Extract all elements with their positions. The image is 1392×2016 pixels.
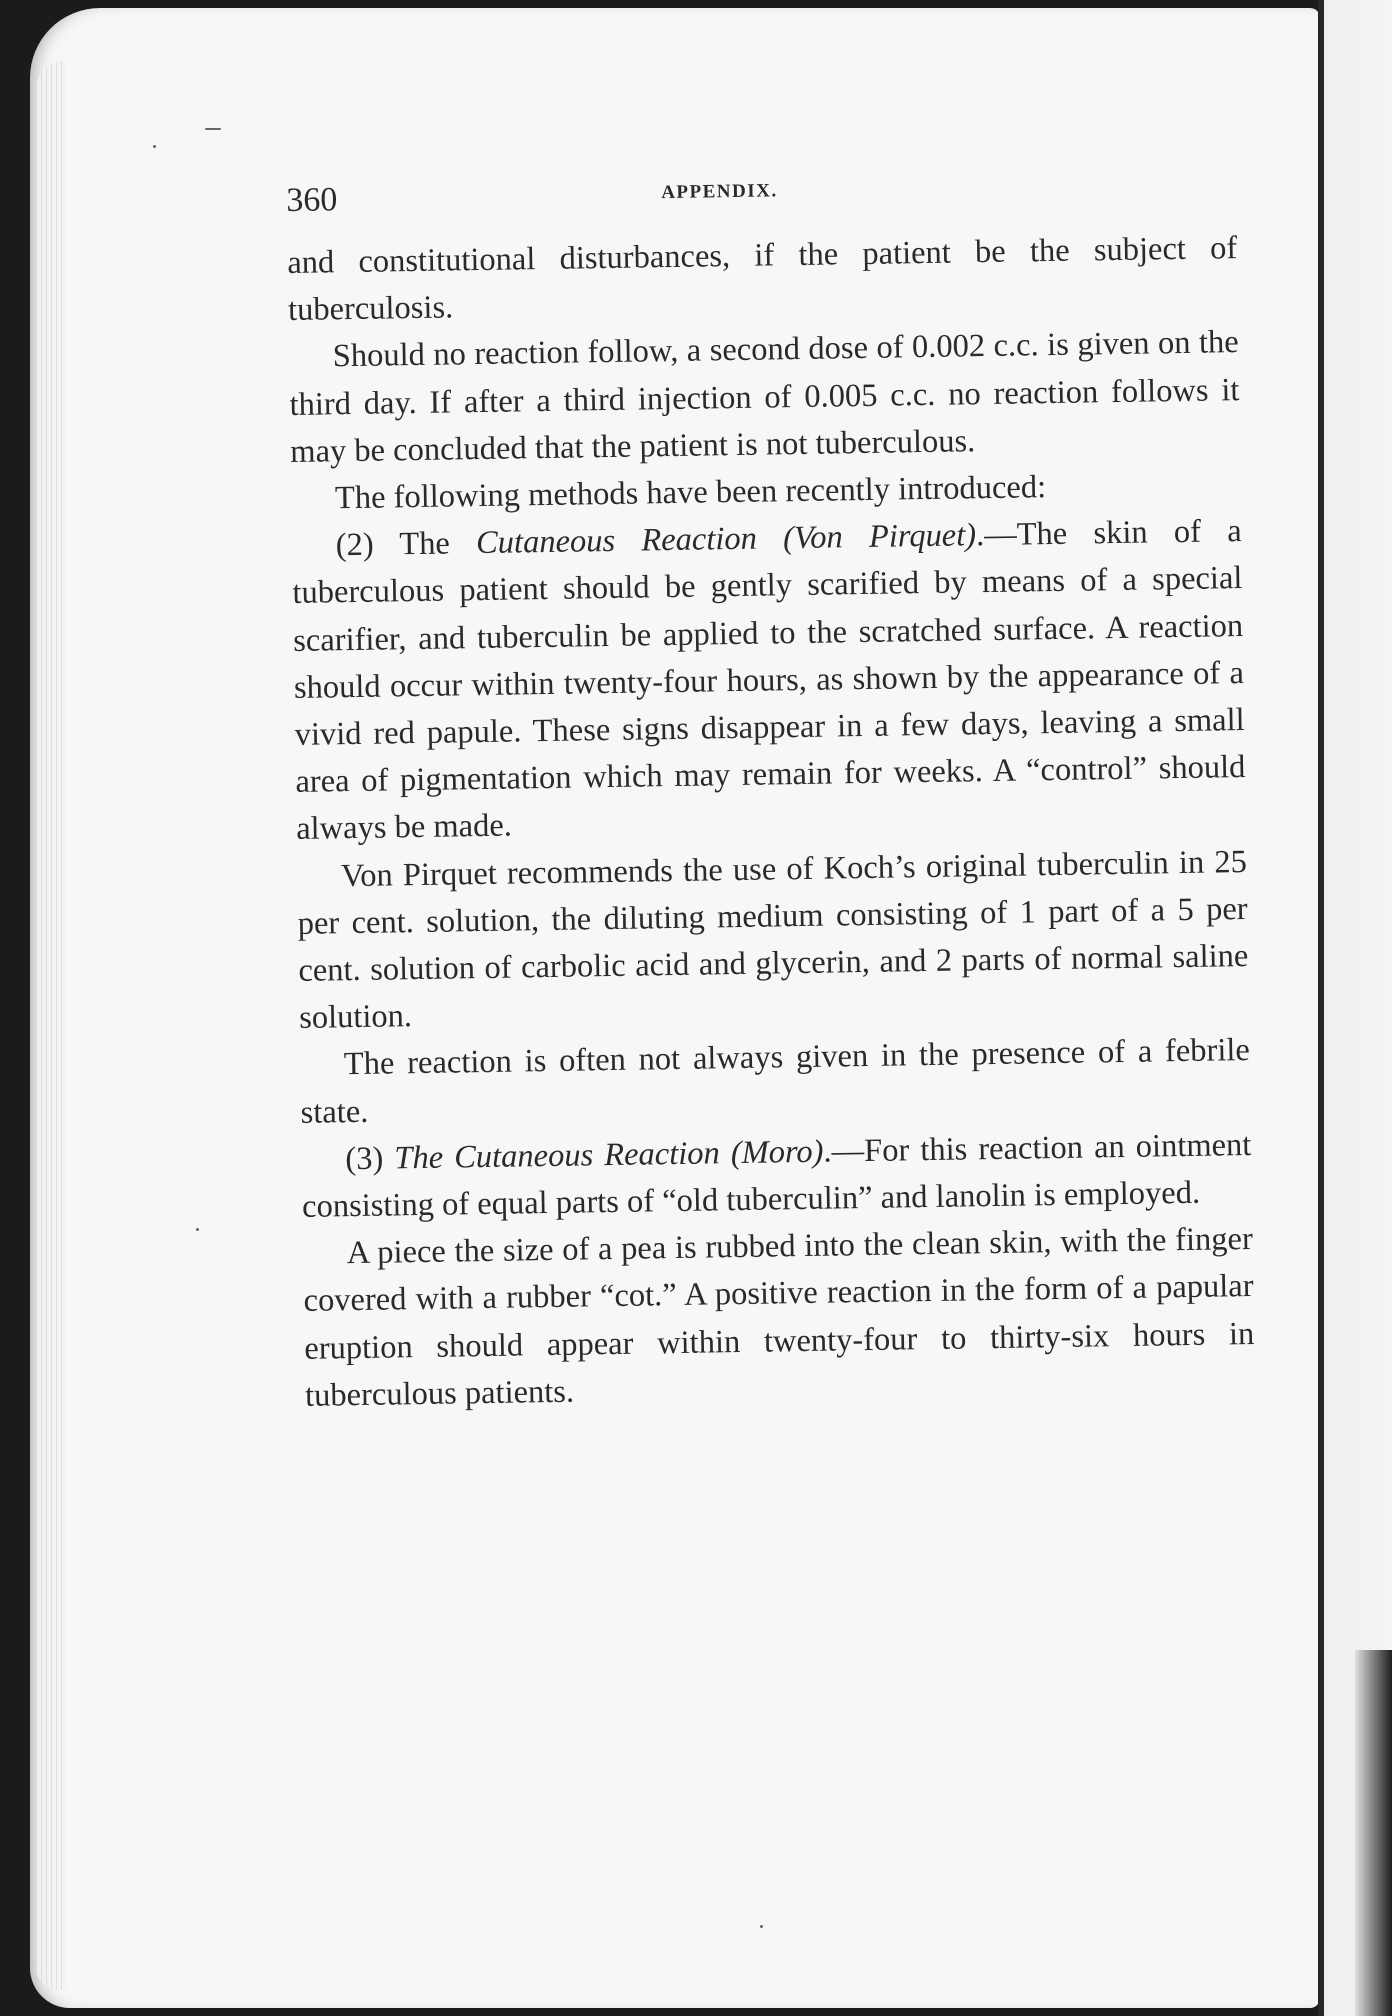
- running-head: APPENDIX.: [661, 180, 778, 204]
- paragraph-section-2: [291, 508, 1246, 853]
- scan-speck: [153, 145, 156, 148]
- scan-speck: [205, 128, 221, 130]
- paragraph: [288, 319, 1240, 476]
- paragraph: [297, 839, 1250, 1043]
- paragraph-text: The reaction is often not always given in the presence of a febrile state.: [300, 1032, 1251, 1131]
- section-number: (3): [345, 1140, 384, 1178]
- paragraph-text: .—For this reaction an ointment consisting of equal parts of “old tuberculin” and lanolin is employed.: [301, 1126, 1252, 1225]
- section-title: The Cutaneous Reaction: [394, 1135, 721, 1177]
- paragraph: [287, 225, 1238, 334]
- section-number: (2) The: [335, 525, 451, 564]
- book-spine-shadow: [1355, 1650, 1392, 2016]
- page-text-block: [286, 165, 1255, 1420]
- scan-speck: [760, 1925, 763, 1928]
- paragraph-text: .—The skin of a tuberculous patient should be gently scarified by means of a special scarifier, and tuberculin be applied to the scratched surface. A reaction should occur within twenty-four hours, as shown by the appearance of a vivid red papule. These signs disappear in a few days, leaving a small area of pigmentation which may remain for weeks. A “control” should always be made.: [292, 513, 1246, 848]
- paragraph-text: Von Pirquet recommends the use of Koch’s original tuberculin in 25 per cent. solution, the diluting medium consisting of 1 part of a 5 per cent. solution of carbolic acid and glycerin, and 2 parts of normal saline solution.: [297, 843, 1249, 1037]
- scan-speck: [196, 1228, 199, 1231]
- paragraph-text: A piece the size of a pea is rubbed into the clean skin, with the finger covered with a rubber “cot.” A positive reaction in the form of a papular eruption should appear within twenty-four to thirty-six hours in tuberculous patients.: [303, 1221, 1255, 1414]
- paragraph-section-3: [301, 1122, 1252, 1231]
- section-author: (Moro): [730, 1133, 824, 1171]
- page-stack-edge: [36, 60, 66, 1990]
- page-number: 360: [286, 181, 338, 219]
- paragraph: [303, 1216, 1256, 1420]
- section-author: (Von Pirquet): [782, 517, 977, 557]
- paragraph: [300, 1027, 1251, 1136]
- paragraph-text: The following methods have been recently introduced:: [334, 469, 1047, 517]
- paragraph-text: and constitutional disturbances, if the patient be the subject of tuberculosis.: [287, 230, 1238, 329]
- paragraph-text: Should no reaction follow, a second dose of 0.002 c.c. is given on the third day. If after a third injection of 0.005 c.c. no reaction follows it may be concluded that the patient is not tuberculous.: [289, 324, 1240, 470]
- section-title: Cutaneous Reaction: [475, 520, 758, 562]
